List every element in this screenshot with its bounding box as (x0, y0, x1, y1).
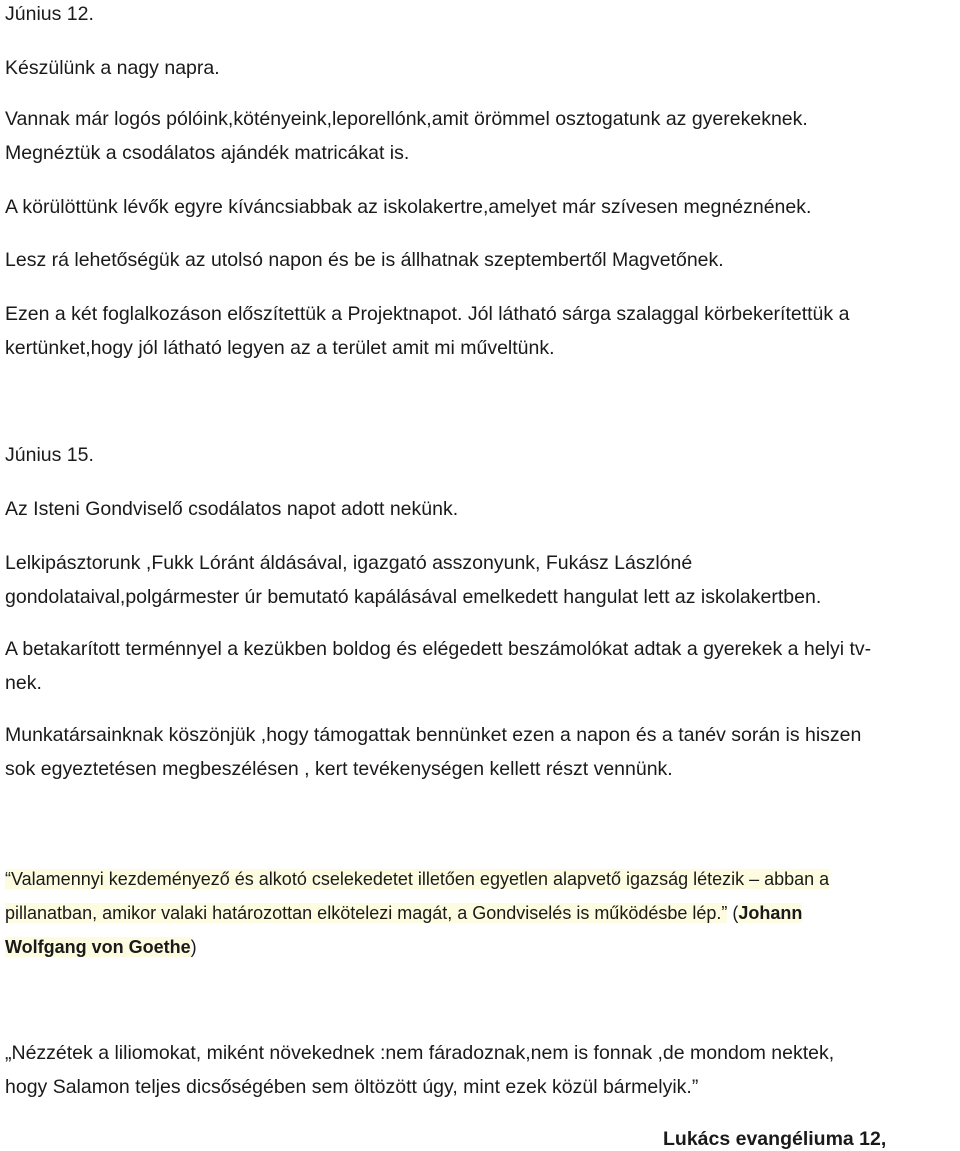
paragraph-harvest-line-1: A betakarított terménnyel a kezükben boldog és elégedett beszámolókat adtak a gyerekek a helyi tv- (5, 638, 872, 660)
goethe-quote-line-2 (5, 901, 802, 925)
goethe-author-rest: Wolfgang von Goethe (5, 937, 191, 957)
paragraph-pastor-line-1: Lelkipásztorunk ,Fukk Lóránt áldásával, igazgató asszonyunk, Fukász Lászlóné (5, 552, 693, 574)
goethe-open-paren: ( (727, 903, 739, 923)
goethe-quote-line-1 (5, 867, 829, 891)
bible-citation: Lukács evangéliuma 12, (663, 1128, 887, 1150)
goethe-close-paren: ) (190, 937, 197, 957)
paragraph-curious: A körülöttünk lévők egyre kíváncsiabbak az iskolakertre,amelyet már szívesen megnéznének. (5, 196, 812, 218)
paragraph-harvest-line-2: nek. (5, 672, 42, 694)
goethe-quote-line-3 (5, 935, 197, 959)
paragraph-shirts-line-1: Vannak már logós pólóink,kötényeink,leporellónk,amit örömmel osztogatunk az gyerekeknek. (5, 108, 808, 130)
lilies-quote-line-2: hogy Salamon teljes dicsőségében sem öltözött úgy, mint ezek közül bármelyik.” (5, 1076, 699, 1098)
lilies-quote-line-1: „Nézzétek a liliomokat, miként növekednek :nem fáradoznak,nem is fonnak ,de mondom nektek, (5, 1042, 835, 1064)
date-heading-june-12: Június 12. (5, 3, 94, 25)
paragraph-project-day-line-2: kertünket,hogy jól látható legyen az a terület amit mi műveltünk. (5, 337, 555, 359)
paragraph-preparing: Készülünk a nagy napra. (5, 57, 220, 79)
paragraph-providence: Az Isteni Gondviselő csodálatos napot adott nekünk. (5, 498, 459, 520)
paragraph-thanks-line-2: sok egyeztetésen megbeszélésen , kert tevékenységen kellett részt vennünk. (5, 758, 673, 780)
date-heading-june-15: Június 15. (5, 444, 94, 466)
goethe-author-first: Johann (738, 903, 803, 923)
paragraph-pastor-line-2: gondolataival,polgármester úr bemutató kapálásával emelkedett hangulat lett az iskolakertben. (5, 586, 822, 608)
paragraph-opportunity: Lesz rá lehetőségük az utolsó napon és be is állhatnak szeptembertől Magvetőnek. (5, 249, 724, 271)
goethe-quote-text-1: “Valamennyi kezdeményező és alkotó cselekedetet illetően egyetlen alapvető igazság létezik – abban a (5, 869, 830, 889)
goethe-quote-text-2: pillanatban, amikor valaki határozottan elkötelezi magát, a Gondviselés is működésbe lép.” (5, 903, 728, 923)
paragraph-shirts-line-2: Megnéztük a csodálatos ajándék matricákat is. (5, 142, 410, 164)
paragraph-thanks-line-1: Munkatársainknak köszönjük ,hogy támogattak bennünket ezen a napon és a tanév során is hiszen (5, 724, 862, 746)
paragraph-project-day-line-1: Ezen a két foglalkozáson előszítettük a Projektnapot. Jól látható sárga szalaggal körbekerítettük a (5, 303, 850, 325)
